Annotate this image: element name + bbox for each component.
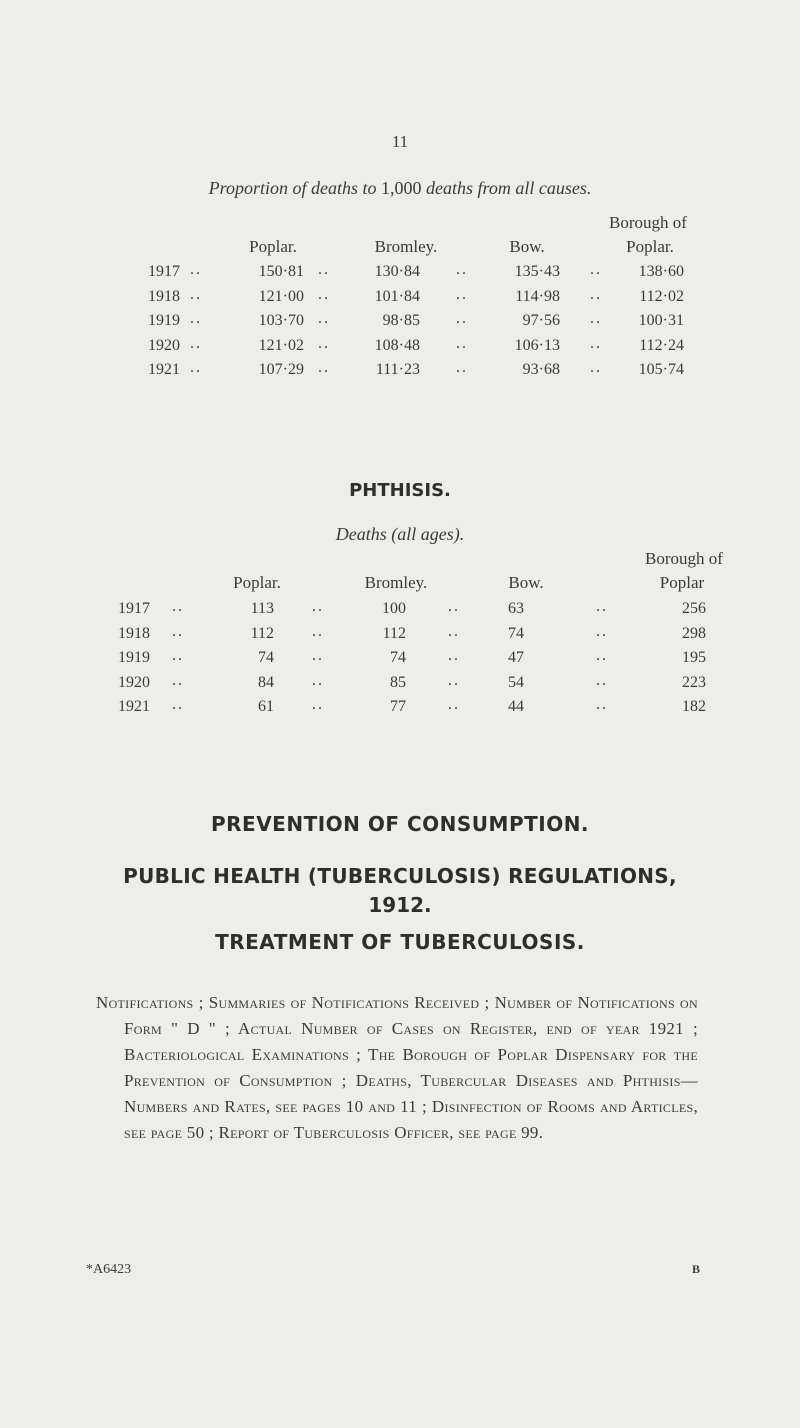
proportion-borough-cell: 100·31 bbox=[638, 312, 684, 329]
proportion-dots: .. bbox=[590, 310, 602, 327]
proportion-dots: .. bbox=[190, 285, 202, 303]
proportion-poplar-cell: 107·29 bbox=[258, 361, 304, 378]
proportion-bromley-cell: 108·48 bbox=[374, 336, 420, 354]
treatment-heading: TREATMENT OF TUBERCULOSIS. bbox=[215, 930, 585, 954]
phthisis-year-cell: 1919 bbox=[118, 649, 150, 666]
phthisis-year-cell: 1920 bbox=[118, 673, 150, 691]
proportion-bromley-cell: 130·84 bbox=[374, 263, 420, 280]
phthisis-dots: .. bbox=[596, 696, 608, 713]
header-bow: Bow. bbox=[509, 237, 545, 256]
prevention-heading: PREVENTION OF CONSUMPTION. bbox=[210, 812, 590, 836]
proportion-dots: .. bbox=[590, 359, 602, 376]
phthisis-borough-cell: 195 bbox=[682, 649, 706, 666]
phthisis-header-borough-line1: Borough of bbox=[645, 549, 723, 568]
proportion-dots: .. bbox=[318, 359, 330, 376]
phthisis-dots: .. bbox=[172, 647, 184, 664]
proportion-dots: .. bbox=[456, 359, 468, 376]
proportion-bromley-cell: 111·23 bbox=[375, 361, 420, 378]
phthisis-dots: .. bbox=[448, 622, 460, 640]
proportion-borough-cell: 138·60 bbox=[638, 263, 684, 280]
proportion-poplar-cell: 121·02 bbox=[258, 336, 304, 354]
proportion-dots: .. bbox=[590, 334, 602, 352]
header-bromley: Bromley. bbox=[374, 237, 438, 256]
phthisis-poplar-cell: 61 bbox=[258, 698, 274, 715]
footer-print-code: *A6423 bbox=[86, 1262, 132, 1277]
phthisis-dots: .. bbox=[312, 647, 324, 664]
phthisis-caption: Deaths (all ages). bbox=[335, 524, 465, 544]
proportion-borough-cell: 112·02 bbox=[639, 287, 684, 305]
proportion-caption-number: 1,000 bbox=[381, 178, 422, 198]
phthisis-dots: .. bbox=[448, 671, 460, 689]
phthisis-dots: .. bbox=[312, 696, 324, 713]
proportion-dots: .. bbox=[190, 334, 202, 352]
phthisis-borough-cell: 256 bbox=[682, 600, 706, 617]
regulations-heading-line1: PUBLIC HEALTH (TUBERCULOSIS) REGULATIONS, bbox=[123, 864, 677, 888]
phthisis-dots: .. bbox=[312, 671, 324, 689]
phthisis-bow-cell: 63 bbox=[508, 600, 524, 617]
phthisis-dots: .. bbox=[448, 647, 460, 664]
proportion-dots: .. bbox=[590, 261, 602, 278]
proportion-bow-cell: 106·13 bbox=[514, 336, 560, 354]
proportion-bromley-cell: 101·84 bbox=[374, 287, 420, 305]
phthisis-bromley-cell: 100 bbox=[382, 600, 406, 617]
phthisis-dots: .. bbox=[172, 696, 184, 713]
proportion-year-cell: 1920 bbox=[148, 336, 180, 354]
header-poplar: Poplar. bbox=[249, 237, 297, 256]
proportion-caption-part2: deaths from all causes. bbox=[426, 178, 592, 198]
phthisis-dots: .. bbox=[448, 598, 460, 615]
regulations-heading-line2: 1912. bbox=[368, 893, 432, 917]
phthisis-year-cell: 1918 bbox=[118, 624, 150, 642]
phthisis-bow-cell: 47 bbox=[508, 649, 524, 666]
phthisis-header-bromley: Bromley. bbox=[364, 573, 428, 592]
header-borough-line1: Borough of bbox=[609, 213, 687, 232]
phthisis-bow-cell: 44 bbox=[508, 698, 524, 715]
footer-signature-mark: B bbox=[692, 1262, 701, 1276]
phthisis-bromley-cell: 112 bbox=[382, 624, 406, 642]
phthisis-dots: .. bbox=[448, 696, 460, 713]
proportion-bow-cell: 97·56 bbox=[522, 312, 560, 329]
proportion-bow-cell: 114·98 bbox=[515, 287, 560, 305]
phthisis-borough-cell: 223 bbox=[682, 673, 706, 691]
phthisis-dots: .. bbox=[596, 647, 608, 664]
phthisis-dots: .. bbox=[172, 622, 184, 640]
phthisis-borough-cell: 298 bbox=[682, 624, 706, 642]
phthisis-header-bow: Bow. bbox=[508, 573, 544, 592]
proportion-borough-cell: 105·74 bbox=[638, 361, 684, 378]
proportion-bow-cell: 93·68 bbox=[522, 361, 560, 378]
proportion-bromley-cell: 98·85 bbox=[382, 312, 420, 329]
proportion-year-cell: 1919 bbox=[148, 312, 180, 329]
proportion-dots: .. bbox=[456, 334, 468, 352]
proportion-dots: .. bbox=[456, 285, 468, 303]
phthisis-dots: .. bbox=[596, 598, 608, 615]
phthisis-poplar-cell: 113 bbox=[250, 600, 274, 617]
notifications-paragraph bbox=[96, 990, 698, 1146]
proportion-poplar-cell: 150·81 bbox=[258, 263, 304, 280]
phthisis-bromley-cell: 77 bbox=[390, 698, 406, 715]
proportion-dots: .. bbox=[318, 285, 330, 303]
proportion-dots: .. bbox=[318, 334, 330, 352]
proportion-year-cell: 1917 bbox=[148, 263, 180, 280]
proportion-dots: .. bbox=[456, 310, 468, 327]
phthisis-header-poplar: Poplar. bbox=[233, 573, 281, 592]
phthisis-bow-cell: 74 bbox=[508, 624, 524, 642]
phthisis-dots: .. bbox=[172, 671, 184, 689]
phthisis-dots: .. bbox=[312, 622, 324, 640]
proportion-dots: .. bbox=[190, 310, 202, 327]
phthisis-year-cell: 1921 bbox=[118, 698, 150, 715]
phthisis-bromley-cell: 74 bbox=[390, 649, 406, 666]
phthisis-poplar-cell: 112 bbox=[250, 624, 274, 642]
proportion-bow-cell: 135·43 bbox=[514, 263, 560, 280]
proportion-year-cell: 1921 bbox=[148, 361, 180, 378]
proportion-caption-part1: Proportion of deaths to bbox=[208, 178, 377, 198]
phthisis-header-borough-line2: Poplar bbox=[659, 573, 705, 592]
proportion-poplar-cell: 121·00 bbox=[258, 287, 304, 305]
notifications-text: Notifications ; Summaries of Notifications Received ; Number of Notifications on Form " D " ; Actual Number of Cases on Register, end of year 1921 ; Bacteriological Examinations ; The Borough of Poplar Dispensary for the Prevention of Consumption ; Deaths, Tubercular Diseases and Phthisis—Numbers and Rates, see pages 10 and 11 ; Disinfection of Rooms and Articles, see page 50 ; Report of Tuberculosis Officer, see page 99. bbox=[96, 993, 698, 1142]
phthisis-dots: .. bbox=[172, 598, 184, 615]
proportion-borough-cell: 112·24 bbox=[639, 336, 684, 354]
proportion-dots: .. bbox=[318, 261, 330, 278]
phthisis-bromley-cell: 85 bbox=[390, 673, 406, 691]
proportion-poplar-cell: 103·70 bbox=[258, 312, 304, 329]
phthisis-dots: .. bbox=[596, 671, 608, 689]
phthisis-poplar-cell: 74 bbox=[258, 649, 274, 666]
phthisis-bow-cell: 54 bbox=[508, 673, 524, 691]
phthisis-borough-cell: 182 bbox=[682, 698, 706, 715]
proportion-dots: .. bbox=[318, 310, 330, 327]
proportion-dots: .. bbox=[590, 285, 602, 303]
phthisis-dots: .. bbox=[596, 622, 608, 640]
phthisis-dots: .. bbox=[312, 598, 324, 615]
phthisis-title: PHTHISIS. bbox=[349, 480, 451, 501]
proportion-dots: .. bbox=[456, 261, 468, 278]
proportion-dots: .. bbox=[190, 261, 202, 278]
proportion-dots: .. bbox=[190, 359, 202, 376]
proportion-caption bbox=[0, 178, 800, 199]
proportion-year-cell: 1918 bbox=[148, 287, 180, 305]
phthisis-poplar-cell: 84 bbox=[258, 673, 274, 691]
header-borough-line2: Poplar. bbox=[626, 237, 674, 256]
phthisis-year-cell: 1917 bbox=[118, 600, 150, 617]
page-number: 11 bbox=[391, 132, 409, 151]
